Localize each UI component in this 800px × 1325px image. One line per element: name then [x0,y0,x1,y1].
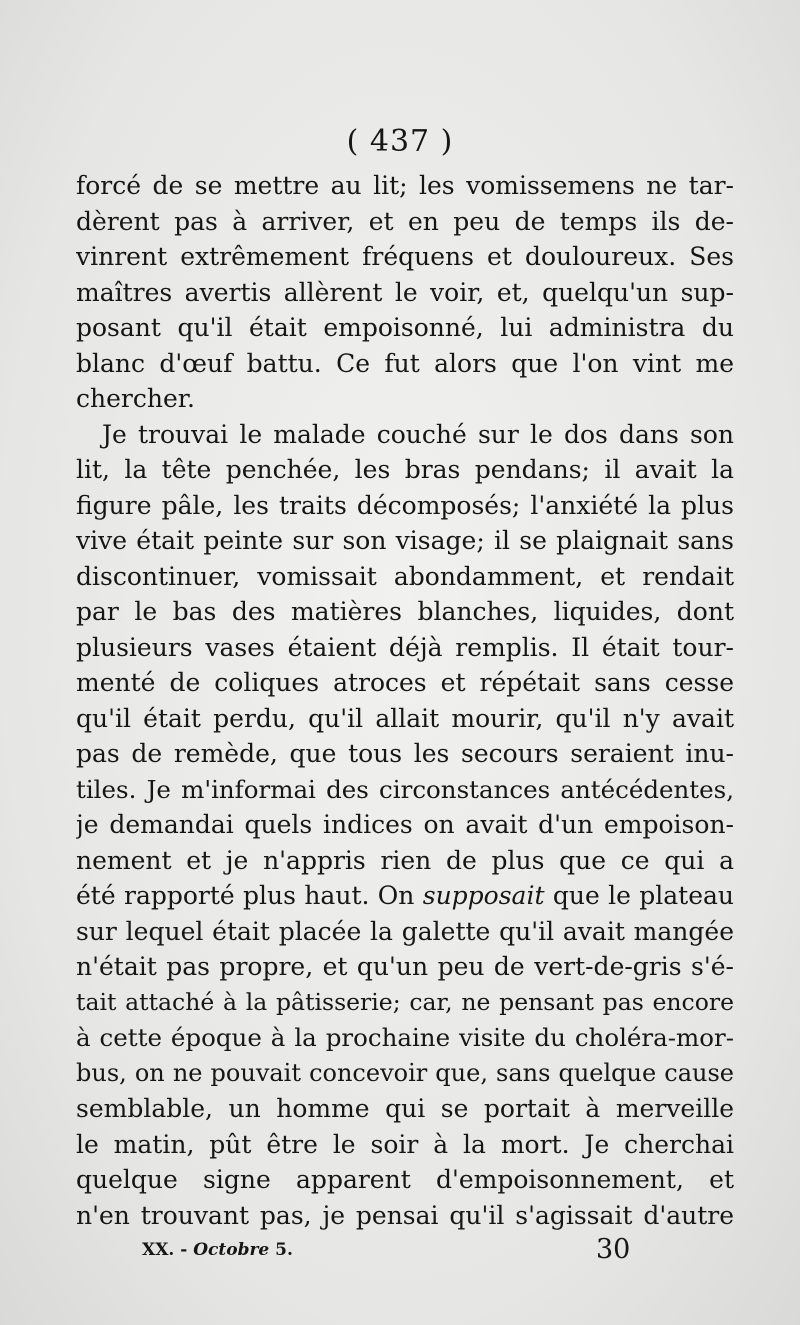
text-line: figure pâle, les traits décomposés; l'anxiété la plus [76,490,734,520]
text-line: qu'il était perdu, qu'il allait mourir, qu'il n'y avait [76,703,734,733]
volume-mark: XX. [142,1240,175,1260]
text-line [76,878,734,914]
issue-number: 5. [269,1240,293,1260]
text-line: menté de coliques atroces et répétait sans cesse [76,668,734,697]
text-line: forcé de se mettre au lit; les vomissemens ne tar- [76,171,734,200]
text-line: quelque signe apparent d'empoisonnement, et [76,1165,734,1194]
text-segment: que le plateau [544,881,734,910]
text-line: lit, la tête penchée, les bras pendans; il avait la [76,455,734,484]
text-line: posant qu'il était empoisonné, lui administra du [76,313,734,342]
signature-dash: - [174,1240,194,1260]
text-line: tait attaché à la pâtisserie; car, ne pensant pas encore [76,987,734,1016]
text-line: vinrent extrêmement fréquens et douloureux. Ses [76,242,734,271]
text-line: n'était pas propre, et qu'un peu de vert-de-gris s'é- [76,952,734,981]
text-line: semblable, un homme qui se portait à merveille [76,1094,734,1123]
sheet-number: 30 [596,1234,631,1265]
text-line: sur lequel était placée la galette qu'il avait mangée [76,916,734,946]
issue-month: Octobre [193,1240,270,1260]
text-line: maîtres avertis allèrent le voir, et, quelqu'un sup- [76,277,734,307]
printer-signature [142,1240,293,1260]
text-line: le matin, pût être le soir à la mort. Je cherchai [76,1129,734,1159]
text-segment: été rapporté plus haut. On [76,881,423,910]
text-line: bus, on ne pouvait concevoir que, sans quelque cause [76,1058,734,1087]
text-line: plusieurs vases étaient déjà remplis. Il était tour- [76,632,734,662]
text-line: vive était peinte sur son visage; il se plaignait sans [76,526,734,555]
text-line: pas de remède, que tous les secours seraient inu- [76,739,734,768]
text-line: discontinuer, vomissait abondamment, et rendait [76,561,734,591]
text-line: par le bas des matières blanches, liquides, dont [76,597,734,626]
text-line: blanc d'œuf battu. Ce fut alors que l'on vint me [76,348,734,378]
text-line: Je trouvai le malade couché sur le dos dans son [102,419,734,449]
page-footer [0,1234,800,1274]
page-number: ( 437 ) [346,124,454,159]
text-line: nement et je n'appris rien de plus que ce qui a [76,845,734,875]
italic-word: supposait [422,881,545,910]
text-line: à cette époque à la prochaine visite du choléra-mor- [76,1023,734,1052]
body-text [76,168,734,1233]
text-line: chercher. [76,384,195,413]
text-line: je demandai quels indices on avait d'un empoison- [76,810,734,839]
text-line: tiles. Je m'informai des circonstances antécédentes, [76,774,734,804]
text-line: dèrent pas à arriver, et en peu de temps ils de- [76,206,734,236]
text-line: n'en trouvant pas, je pensai qu'il s'agissait d'autre [76,1200,734,1230]
